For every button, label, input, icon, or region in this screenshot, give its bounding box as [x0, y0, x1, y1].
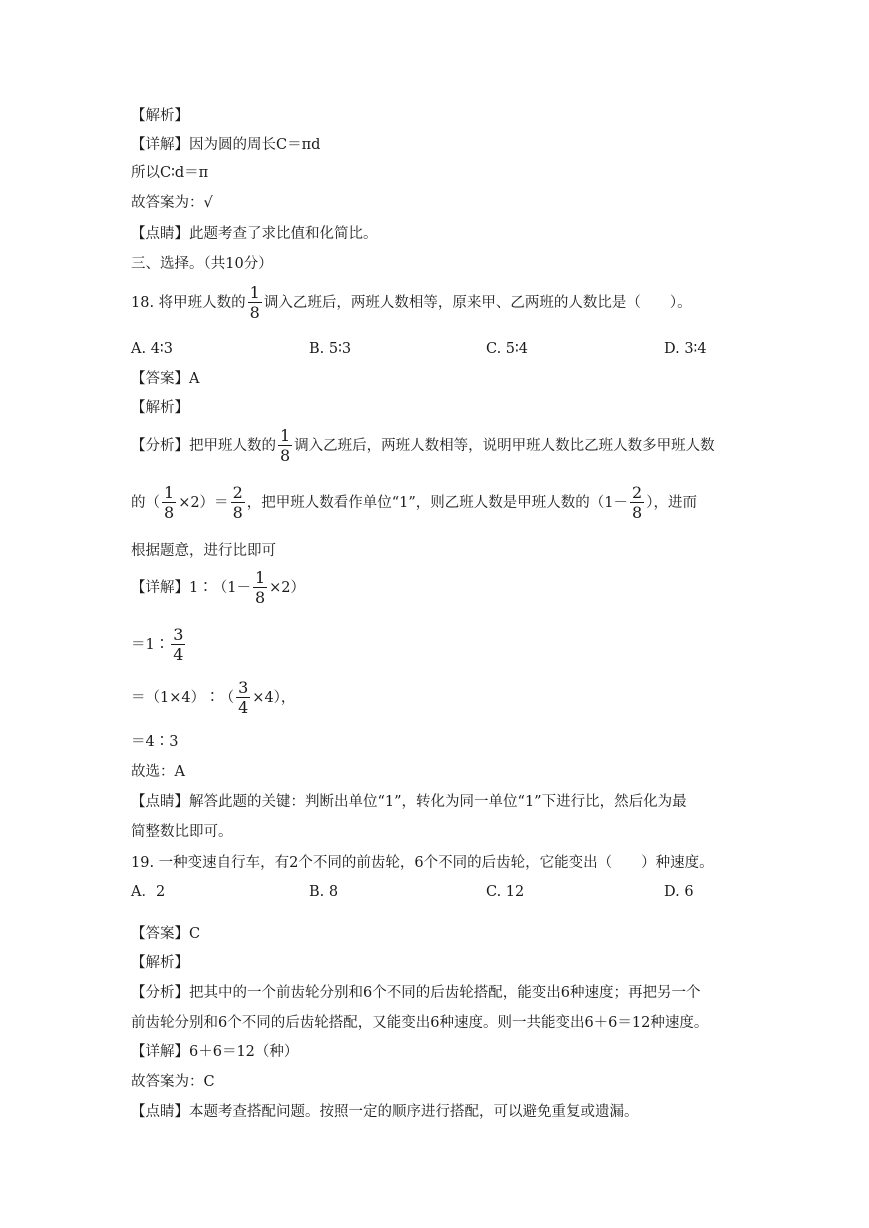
fenxi-line-2: 的（ $\frac{1}{8}$ ×2）＝ $\frac{2}{8}$ ，把甲班人数看作单位“1”，则乙班人数是甲班人数的（1－ $\frac{2}{8}$ ），进而	[131, 483, 697, 522]
answer-label: 【答案】A	[131, 371, 200, 387]
note-line-2: 简整数比即可。	[131, 824, 233, 840]
fraction: $\frac{1}{8}$	[164, 483, 175, 522]
option-a: A. 4∶3	[131, 341, 173, 357]
ratio-line: 所以C∶d＝π	[131, 165, 209, 181]
section-heading: 三、选择。（共10分）	[131, 256, 273, 272]
note-line: 【点睛】本题考查搭配问题。按照一定的顺序进行搭配，可以避免重复或遗漏。	[131, 1104, 639, 1120]
detail-step-4: ＝4∶3	[131, 734, 179, 750]
detail-step-2: ＝1∶ $\frac{3}{4}$	[131, 625, 184, 664]
analysis-label: 【解析】	[131, 108, 189, 124]
detail-line: 【详解】因为圆的周长C＝πd	[131, 137, 321, 153]
option-b: B. 5∶3	[309, 341, 352, 357]
question-18-stem: 18. 将甲班人数的 $\frac{1}{8}$ 调入乙班后，两班人数相等，原来甲、乙两班的人数比是（ ）。	[131, 283, 692, 322]
question-19-stem: 19. 一种变速自行车，有2个不同的前齿轮，6个不同的后齿轮，它能变出（ ）种速度。	[131, 855, 714, 871]
fenxi-line-1: 【分析】把甲班人数的 $\frac{1}{8}$ 调入乙班后，两班人数相等，说明甲班人数比乙班人数多甲班人数	[131, 426, 715, 465]
option-d: D. 3∶4	[664, 341, 707, 357]
detail-step-3: ＝（1×4）∶（ $\frac{3}{4}$ ×4），	[131, 678, 296, 717]
fraction: $\frac{1}{8}$	[280, 426, 291, 465]
option-a: A．2	[131, 884, 166, 900]
fraction: $\frac{3}{4}$	[238, 678, 249, 717]
option-c: C. 12	[486, 884, 525, 900]
fenxi-line-1: 【分析】把其中的一个前齿轮分别和6个不同的后齿轮搭配，能变出6种速度；再把另一个	[131, 985, 701, 1001]
fraction: $\frac{3}{4}$	[173, 625, 184, 664]
fraction: $\frac{2}{8}$	[232, 483, 243, 522]
analysis-label: 【解析】	[131, 400, 189, 416]
fraction: $\frac{1}{8}$	[249, 283, 260, 322]
note-line-1: 【点睛】解答此题的关键：判断出单位“1”，转化为同一单位“1”下进行比，然后化为最	[131, 794, 687, 810]
detail-line: 【详解】6＋6＝12（种）	[131, 1044, 299, 1060]
fenxi-line-2: 前齿轮分别和6个不同的后齿轮搭配，又能变出6种速度。则一共能变出6＋6＝12种速度。	[131, 1015, 709, 1031]
option-b: B. 8	[309, 884, 339, 900]
fenxi-line-3: 根据题意，进行比即可	[131, 543, 276, 559]
detail-step-1: 【详解】1∶（1－ $\frac{1}{8}$ ×2）	[131, 568, 306, 607]
answer-line: 故答案为：√	[131, 195, 213, 211]
analysis-label: 【解析】	[131, 955, 189, 971]
option-d: D. 6	[664, 884, 694, 900]
note-line: 【点睛】此题考查了求比值和化简比。	[131, 226, 378, 242]
answer-line: 故答案为：C	[131, 1074, 215, 1090]
fraction: $\frac{2}{8}$	[632, 483, 643, 522]
answer-label: 【答案】C	[131, 926, 201, 942]
choose-line: 故选：A	[131, 764, 185, 780]
option-c: C. 5∶4	[486, 341, 529, 357]
fraction: $\frac{1}{8}$	[254, 568, 266, 607]
